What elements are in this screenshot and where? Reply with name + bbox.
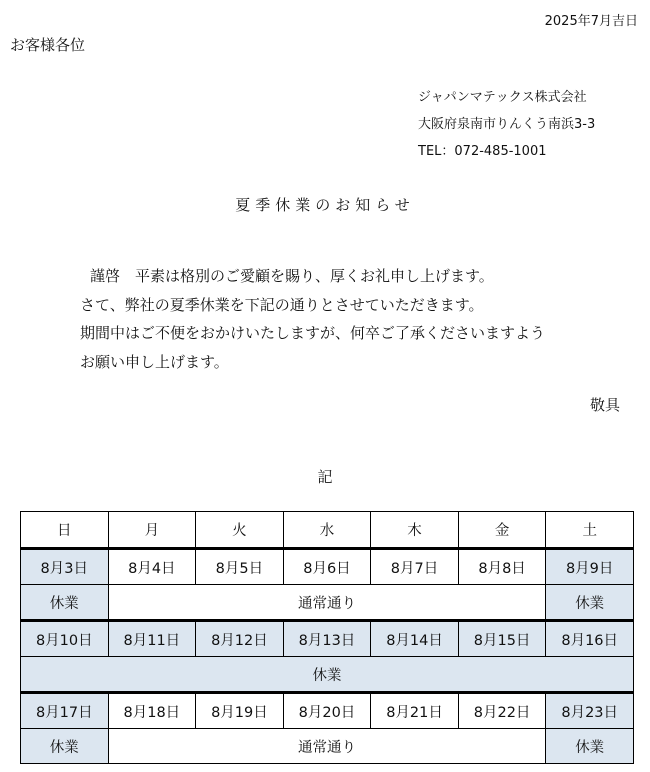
weekday-sat: 土 xyxy=(546,512,634,549)
date-cell: 8月7日 xyxy=(371,549,459,585)
week2-status-row xyxy=(21,657,634,693)
body-line: さて、弊社の夏季休業を下記の通りとさせていただきます。 xyxy=(80,295,484,314)
status-closed: 休業 xyxy=(21,729,109,764)
notice-body xyxy=(80,262,545,376)
sender-address: 大阪府泉南市りんくう南浜3-3 xyxy=(418,117,596,132)
holiday-calendar xyxy=(20,511,634,764)
week1-date-row xyxy=(21,549,634,585)
body-line: 期間中はご不便をおかけいたしますが、何卒ご了承くださいますよう xyxy=(80,324,546,342)
body-line: お願い申し上げます。 xyxy=(80,352,229,371)
date-cell: 8月22日 xyxy=(458,693,546,729)
weekday-tue: 火 xyxy=(196,512,284,549)
date-cell: 8月13日 xyxy=(283,621,371,657)
date-cell: 8月17日 xyxy=(21,693,109,729)
status-closed: 休業 xyxy=(21,657,634,693)
weekday-mon: 月 xyxy=(108,512,196,549)
recipient: お客様各位 xyxy=(10,36,86,54)
date-cell: 8月11日 xyxy=(108,621,196,657)
status-closed: 休業 xyxy=(21,585,109,621)
date-cell: 8月18日 xyxy=(108,693,196,729)
date-cell: 8月12日 xyxy=(196,621,284,657)
status-open: 通常通り xyxy=(108,585,546,621)
weekday-wed: 水 xyxy=(283,512,371,549)
date-cell: 8月5日 xyxy=(196,549,284,585)
body-line: 謹啓 平素は格別のご愛顧を賜り、厚くお礼申し上げます。 xyxy=(90,267,494,285)
date-cell: 8月6日 xyxy=(283,549,371,585)
closing-word: 敬具 xyxy=(589,396,620,414)
weekday-fri: 金 xyxy=(458,512,546,549)
date-cell: 8月21日 xyxy=(371,693,459,729)
sender-company: ジャパンマテックス株式会社 xyxy=(418,90,587,105)
weekday-header-row xyxy=(21,512,634,549)
date-cell: 8月23日 xyxy=(546,693,634,729)
date-cell: 8月8日 xyxy=(458,549,546,585)
date-cell: 8月3日 xyxy=(21,549,109,585)
weekday-thu: 木 xyxy=(371,512,459,549)
week3-status-row xyxy=(21,729,634,764)
date-cell: 8月15日 xyxy=(458,621,546,657)
status-closed: 休業 xyxy=(546,585,634,621)
notice-title: 夏季休業のお知らせ xyxy=(235,196,415,214)
date-cell: 8月19日 xyxy=(196,693,284,729)
weekday-sun: 日 xyxy=(21,512,109,549)
date-cell: 8月10日 xyxy=(21,621,109,657)
week1-status-row xyxy=(21,585,634,621)
sender-tel: TEL：072-485-1001 xyxy=(418,144,547,159)
date-cell: 8月9日 xyxy=(546,549,634,585)
ki-heading: 記 xyxy=(317,468,333,486)
date-cell: 8月16日 xyxy=(546,621,634,657)
status-closed: 休業 xyxy=(546,729,634,764)
week2-date-row xyxy=(21,621,634,657)
date-cell: 8月20日 xyxy=(283,693,371,729)
date-cell: 8月14日 xyxy=(371,621,459,657)
status-open: 通常通り xyxy=(108,729,546,764)
sender-block xyxy=(418,84,595,165)
week3-date-row xyxy=(21,693,634,729)
issue-date: 2025年7月吉日 xyxy=(544,14,638,29)
date-cell: 8月4日 xyxy=(108,549,196,585)
